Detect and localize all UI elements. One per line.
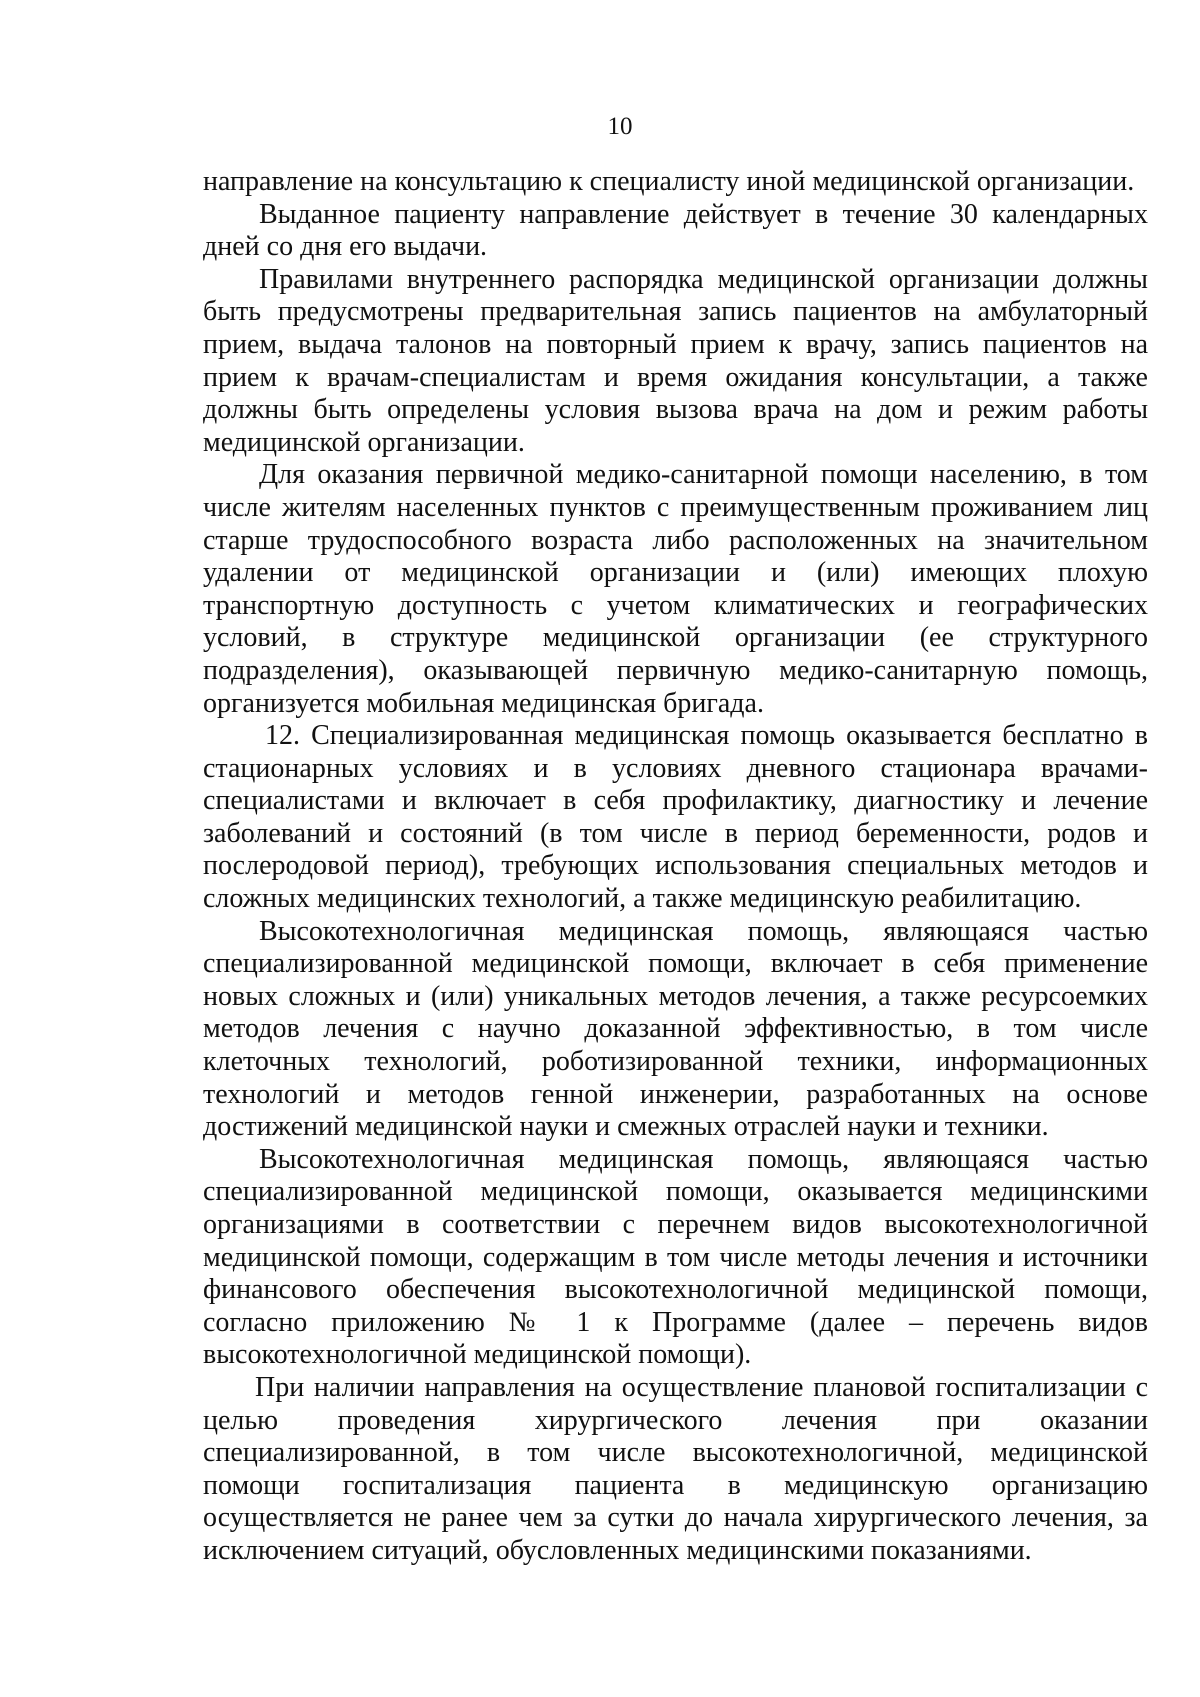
paragraph-referral-validity: Выданное пациенту направление действует в течение 30 календарных дней со дня его выдачи.: [203, 198, 1148, 263]
page-number: 10: [607, 113, 633, 140]
paragraph-high-tech-care-list: Высокотехнологичная медицинская помощь, являющаяся частью специализированной медицинской помощи, оказывается медицинскими организациями в соответствии с перечнем видов высокотехнологичной медицинской помощи, содержащим в том числе методы лечения и источники финансового обеспечения высокотехнологичной медицинской помощи, согласно приложению № 1 к Программе (далее – перечень видов высокотехнологичной медицинской помощи).: [203, 1143, 1148, 1371]
paragraph-referral-continuation: направление на консультацию к специалисту иной медицинской организации.: [203, 166, 1135, 197]
document-body: [203, 166, 1148, 1568]
paragraph-mobile-brigade: Для оказания первичной медико-санитарной помощи населению, в том числе жителям населенных пунктов с преимущественным проживанием лиц старше трудоспособного возраста либо расположенных на значительном удалении от медицинской организации и (или) имеющих плохую транспортную доступность с учетом климатических и географических условий, в структуре медицинской организации (ее структурного подразделения), оказывающей первичную медико-санитарную помощь, организуется мобильная медицинская бригада.: [203, 459, 1148, 719]
paragraph-planned-hospitalization: При наличии направления на осуществление плановой госпитализации с целью проведения хирургического лечения при оказании специализированной, в том числе высокотехнологичной, медицинской помощи госпитализация пациента в медицинскую организацию осуществляется не ранее чем за сутки до начала хирургического лечения, за исключением ситуаций, обусловленных медицинскими показаниями.: [203, 1371, 1148, 1566]
paragraph-high-tech-care-definition: Высокотехнологичная медицинская помощь, являющаяся частью специализированной медицинской помощи, включает в себя применение новых сложных и (или) уникальных методов лечения, а также ресурсоемких методов лечения с научно доказанной эффективностью, в том числе клеточных технологий, роботизированной техники, информационных технологий и методов генной инженерии, разработанных на основе достижений медицинской науки и смежных отраслей науки и техники.: [203, 915, 1148, 1143]
paragraph-specialized-care: 12. Специализированная медицинская помощь оказывается бесплатно в стационарных условиях и в условиях дневного стационара врачами-специалистами и включает в себя профилактику, диагностику и лечение заболеваний и состояний (в том числе в период беременности, родов и послеродовой период), требующих использования специальных методов и сложных медицинских технологий, а также медицинскую реабилитацию.: [203, 720, 1148, 915]
paragraph-internal-rules: Правилами внутреннего распорядка медицинской организации должны быть предусмотрены предварительная запись пациентов на амбулаторный прием, выдача талонов на повторный прием к врачу, запись пациентов на прием к врачам-специалистам и время ожидания консультации, а также должны быть определены условия вызова врача на дом и режим работы медицинской организации.: [203, 263, 1148, 458]
